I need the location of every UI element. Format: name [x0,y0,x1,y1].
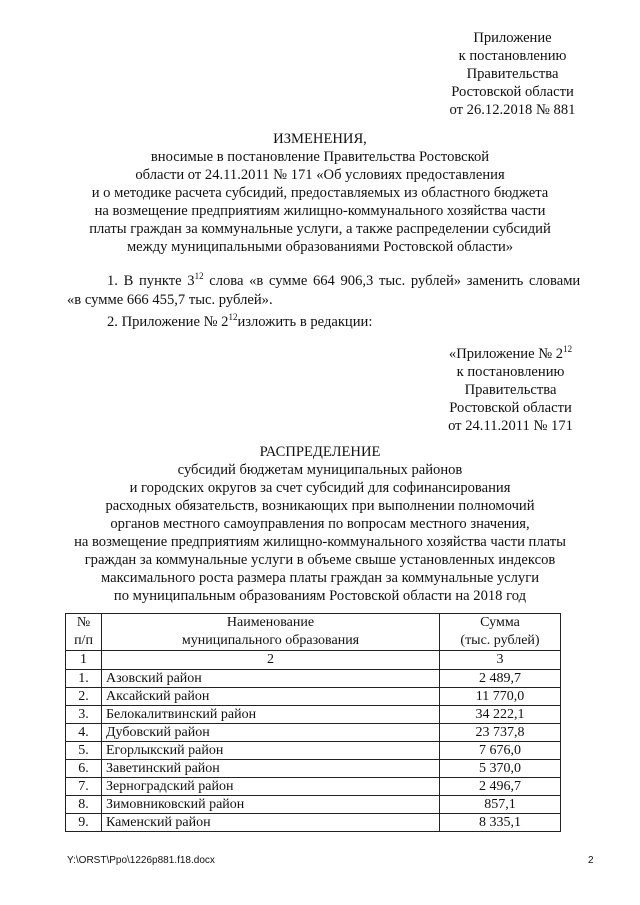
distribution-subtitle-line: органов местного самоуправления по вопросам местного значения, [110,516,530,532]
municipality-name: Аксайский район [102,688,440,706]
appendix2-line: «Приложение № 2 [448,346,564,362]
appendix2-line: от 24.11.2011 № 171 [448,418,573,434]
changes-title: ИЗМЕНЕНИЯ, [273,131,367,147]
municipality-name: Заветинский район [102,760,440,778]
changes-subtitle-line: и о методике расчета субсидий, предоставляемых из областного бюджета [91,185,549,201]
table-row [66,670,561,688]
page-number: 2 [588,855,594,866]
amount: 2 489,7 [440,670,561,688]
appendix-header-line: к постановлению [458,48,567,64]
amount: 8 335,1 [440,814,561,832]
table-row [66,724,561,742]
municipality-name: Зимовниковский район [102,796,440,814]
amount: 34 222,1 [440,706,561,724]
column-number: 2 [102,651,440,670]
header-cell: Сумма [480,615,520,630]
header-cell: муниципального образования [181,633,360,648]
municipality-name: Дубовский район [102,724,440,742]
table-row [66,814,561,832]
item-2 [67,313,560,332]
column-number-row [66,651,561,670]
row-number: 6. [66,760,102,778]
changes-subtitle-line: вносимые в постановление Правительства Ростовской [150,149,490,165]
row-number: 1. [66,670,102,688]
table-header-row [66,614,561,651]
item-2-text: изложить в редакции: [237,314,373,330]
distribution-subtitle-line: расходных обязательств, возникающих при выполнении полномочий [105,498,535,514]
appendix2-sup: 12 [563,344,573,355]
changes-subtitle-line: области от 24.11.2011 № 171 «Об условиях предоставления [135,167,505,183]
municipality-name: Каменский район [102,814,440,832]
table-row [66,688,561,706]
row-number: 4. [66,724,102,742]
table-row [66,760,561,778]
municipality-name: Зерноградский район [102,778,440,796]
appendix-header-line: Ростовской области [451,84,574,100]
item-1 [67,271,581,310]
appendix2-line: к постановлению [456,364,565,380]
distribution-subtitle-line: на возмещение предприятиям жилищно-коммунального хозяйства части платы [74,534,566,550]
distribution-subtitle-line: и городских округов за счет субсидий для софинансирования [129,480,511,496]
changes-subtitle-line: платы граждан за коммунальные услуги, а также распределении субсидий [89,221,551,237]
distribution-heading [30,443,610,605]
municipality-name: Егорлыкский район [102,742,440,760]
row-number: 3. [66,706,102,724]
appendix-header [420,29,605,119]
column-number: 3 [440,651,561,670]
amount: 7 676,0 [440,742,561,760]
amount: 23 737,8 [440,724,561,742]
distribution-table [65,613,561,832]
changes-subtitle-line: на возмещение предприятиям жилищно-коммунального хозяйства части [94,203,546,219]
footer-file-path: Y:\ORST\Ppo\1226p881.f18.docx [67,855,215,866]
appendix2-line: Правительства [464,382,557,398]
distribution-title: РАСПРЕДЕЛЕНИЕ [259,444,381,460]
header-cell: № [76,615,91,630]
changes-heading [40,130,600,256]
row-number: 5. [66,742,102,760]
column-number: 1 [66,651,102,670]
table-row [66,742,561,760]
distribution-subtitle-line: максимального роста размера платы граждан за коммунальные услуги [100,570,540,586]
municipality-name: Белокалитвинский район [102,706,440,724]
table-row [66,778,561,796]
header-cell: Наименование [226,615,315,630]
table-row [66,706,561,724]
row-number: 2. [66,688,102,706]
table-row [66,796,561,814]
municipality-name: Азовский район [102,670,440,688]
appendix-header-line: от 26.12.2018 № 881 [449,102,576,118]
distribution-subtitle-line: граждан за коммунальные услуги в объеме свыше установленных индексов [84,552,556,568]
header-cell: п/п [74,633,93,648]
appendix2-header [418,345,603,435]
item-1-sup: 12 [194,271,204,282]
amount: 2 496,7 [440,778,561,796]
distribution-subtitle-line: субсидий бюджетам муниципальных районов [177,462,463,478]
appendix-header-line: Правительства [466,66,559,82]
appendix-header-line: Приложение [473,30,552,46]
item-1-text: слова «в сумме 664 906,3 тыс. рублей» заменить словами [203,273,581,289]
distribution-subtitle-line: по муниципальным образованиям Ростовской области на 2018 год [113,588,527,604]
item-1-prefix: 1. В пункте 3 [107,273,195,289]
row-number: 8. [66,796,102,814]
header-cell: (тыс. рублей) [460,633,540,648]
changes-subtitle-line: между муниципальными образованиями Ростовской области» [126,239,514,255]
row-number: 9. [66,814,102,832]
item-1-line2: «в сумме 666 455,7 тыс. рублей». [67,292,273,308]
row-number: 7. [66,778,102,796]
item-2-prefix: 2. Приложение № 2 [107,314,229,330]
item-2-sup: 12 [228,312,238,323]
amount: 857,1 [440,796,561,814]
amount: 11 770,0 [440,688,561,706]
amount: 5 370,0 [440,760,561,778]
appendix2-line: Ростовской области [449,400,572,416]
